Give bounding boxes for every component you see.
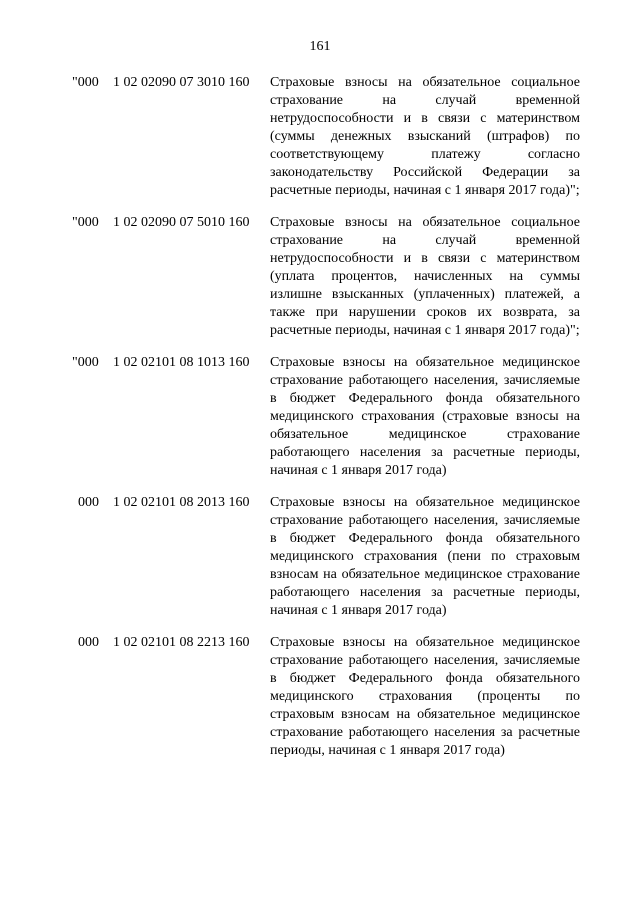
classification-code: 1 02 02101 08 1013 160 [113,355,250,370]
entry-description: Страховые взносы на обязательное социальное страхование на случай временной нетрудоспособности и в связи с материнством (суммы денежных взысканий (штрафов) по соответствующему платежу согласно законодательству Российской Федерации за расчетные периоды, начиная с 1 января 2017 года)"; [270,75,580,198]
classification-code: 1 02 02090 07 3010 160 [113,75,250,90]
budget-code-list [0,74,640,774]
entry-description: Страховые взносы на обязательное медицинское страхование работающего населения, зачисляемые в бюджет Федерального фонда обязательного медицинского страхования (страховые взносы на обязательное медицинское страхование работающего населения за расчетные периоды, начиная с 1 января 2017 года) [270,355,580,478]
budget-code-entry [0,74,640,200]
admin-code: 000 [78,495,99,510]
admin-code: "000 [72,215,99,230]
budget-code-entry [0,494,640,620]
budget-code-entry [0,354,640,480]
classification-code: 1 02 02090 07 5010 160 [113,215,250,230]
admin-code: 000 [78,635,99,650]
entry-description: Страховые взносы на обязательное медицинское страхование работающего населения, зачисляемые в бюджет Федерального фонда обязательного медицинского страхования (проценты по страховым взносам на обязательное медицинское страхование работающего населения за расчетные периоды, начиная с 1 января 2017 года) [270,635,580,758]
entry-description: Страховые взносы на обязательное социальное страхование на случай временной нетрудоспособности и в связи с материнством (уплата процентов, начисленных на суммы излишне взысканных (уплаченных) платежей, а также при нарушении сроков их возврата, за расчетные периоды, начиная с 1 января 2017 года)"; [270,215,580,338]
budget-code-entry [0,634,640,760]
budget-code-entry [0,214,640,340]
admin-code: "000 [72,75,99,90]
classification-code: 1 02 02101 08 2213 160 [113,635,250,650]
classification-code: 1 02 02101 08 2013 160 [113,495,250,510]
page-number: 161 [309,39,331,54]
entry-description: Страховые взносы на обязательное медицинское страхование работающего населения, зачисляемые в бюджет Федерального фонда обязательного медицинского страхования (пени по страховым взносам на обязательное медицинское страхование работающего населения за расчетные периоды, начиная с 1 января 2017 года) [270,495,580,618]
admin-code: "000 [72,355,99,370]
